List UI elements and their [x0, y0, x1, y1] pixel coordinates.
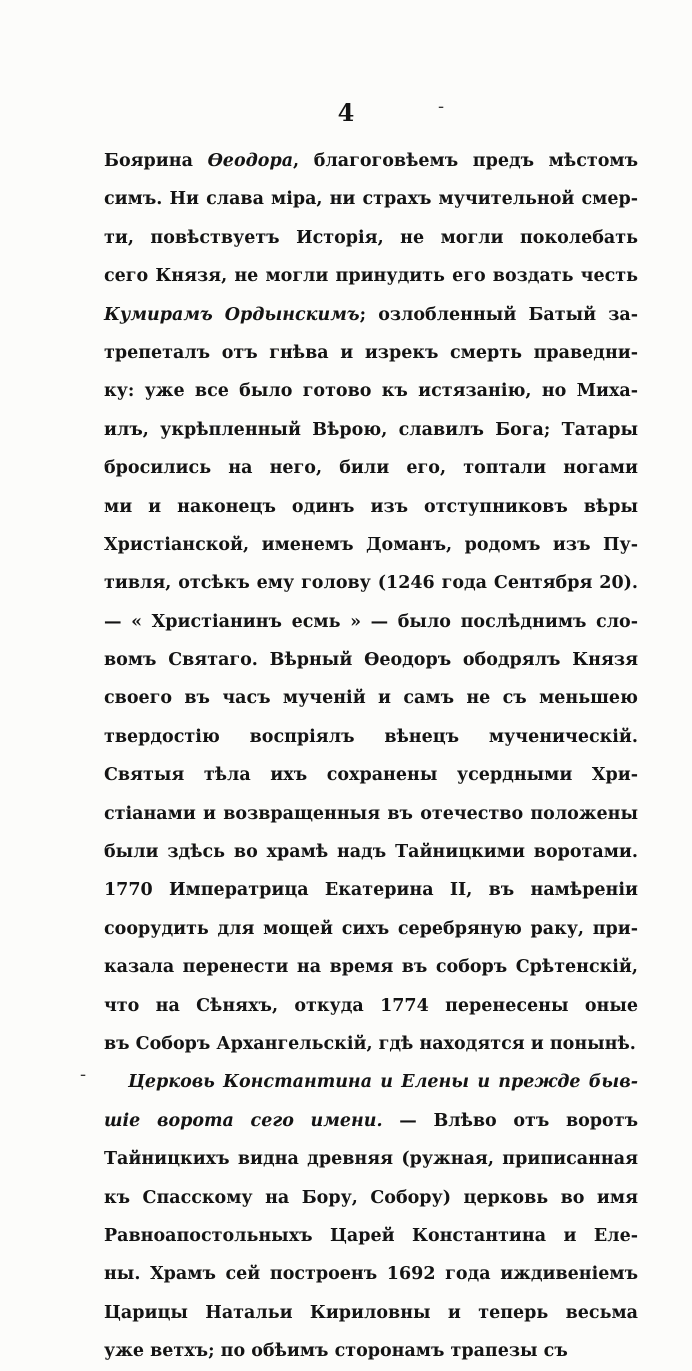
text-line — [104, 334, 638, 372]
line-text: Равноапостольныхъ Царей Константина и Еле- — [104, 1225, 638, 1246]
text-line — [104, 948, 638, 986]
line-text: ти, повѣствуетъ Исторія, не могли поколебать — [104, 227, 638, 248]
line-text: ми и наконецъ одинъ изъ отступниковъ вѣры — [104, 496, 638, 517]
page-number: 4 — [337, 98, 355, 127]
line-text: въ Соборъ Архангельскій, гдѣ находятся и понынѣ. — [104, 1033, 636, 1054]
text-line — [104, 1063, 638, 1101]
text-line — [104, 1025, 638, 1063]
text-line — [104, 756, 638, 794]
line-text: Боярина — [104, 151, 208, 171]
line-text: , благоговѣемъ предъ мѣстомъ — [293, 151, 638, 171]
line-text: ; озлобленный Батый за- — [359, 304, 638, 325]
text-line — [104, 1140, 638, 1178]
line-text: твердостію воспріялъ вѣнецъ мученическій. — [104, 726, 638, 747]
text-line — [104, 1179, 638, 1217]
text-line — [104, 296, 638, 334]
line-text: соорудить для мощей сихъ серебряную раку, при- — [104, 918, 638, 939]
line-text: симъ. Ни слава міра, ни страхъ мучительной смер- — [104, 189, 638, 210]
stray-mark: - — [438, 96, 445, 117]
text-line — [104, 564, 638, 602]
line-text: были здѣсь во храмѣ надъ Тайницкими воротами. — [104, 842, 638, 863]
text-line — [104, 603, 638, 641]
line-text: Тайницкихъ видна древняя (ружная, приписанная — [104, 1149, 638, 1170]
line-text: бросились на него, били его, топтали ногами — [104, 458, 638, 479]
text-line — [104, 526, 638, 564]
italic-text: Кумирамъ Ордынскимъ — [104, 304, 360, 325]
text-line — [104, 679, 638, 717]
line-text: Царицы Натальи Кириловны и теперь весьма — [104, 1302, 638, 1323]
line-text: Христіанской, именемъ Доманъ, родомъ изъ Пу- — [104, 534, 638, 555]
stray-mark: - — [80, 1064, 87, 1085]
line-text: уже ветхъ; по обѣимъ сторонамъ трапезы съ — [104, 1341, 568, 1362]
text-line — [104, 871, 638, 909]
text-line — [104, 795, 638, 833]
italic-text: Ѳеодора — [207, 151, 294, 171]
line-text: вомъ Святаго. Вѣрный Ѳеодоръ ободрялъ Князя — [104, 650, 638, 671]
text-line — [104, 488, 638, 526]
text-line — [104, 910, 638, 948]
text-line — [104, 180, 638, 218]
text-line — [104, 1217, 638, 1255]
text-line — [104, 718, 638, 756]
text-line — [104, 1332, 638, 1370]
text-line — [104, 833, 638, 871]
line-text: сего Князя, не могли принудить его воздать честь — [104, 266, 638, 287]
line-text: — « Христіанинъ есмь » — было послѣднимъ сло- — [104, 611, 638, 632]
line-text: Святыя тѣла ихъ сохранены усердными Хри- — [104, 765, 638, 786]
line-text: къ Спасскому на Бору, Собору) церковь во имя — [104, 1187, 638, 1208]
line-text: стіанами и возвращенныя въ отечество положены — [104, 803, 638, 824]
text-line — [104, 257, 638, 295]
text-line — [104, 219, 638, 257]
text-line — [104, 987, 638, 1025]
line-text: трепеталъ отъ гнѣва и изрекъ смерть праведни- — [104, 342, 638, 363]
text-line — [104, 641, 638, 679]
line-text: ку: уже все было готово къ истязанію, но Миха- — [104, 381, 638, 402]
line-text: 1770 Императрица Екатерина II, въ намѣреніи — [104, 880, 638, 901]
text-line — [104, 372, 638, 410]
text-line — [104, 142, 638, 180]
line-text: что на Сѣняхъ, откуда 1774 перенесены оные — [104, 995, 638, 1016]
text-line — [104, 411, 638, 449]
italic-text: шіе ворота сего имени. — [104, 1110, 383, 1131]
text-line — [104, 1294, 638, 1332]
line-text: илъ, укрѣпленный Вѣрою, славилъ Бога; Татары — [104, 419, 638, 440]
text-line — [104, 1102, 638, 1140]
body-text — [104, 142, 638, 1371]
line-text: — Влѣво отъ воротъ — [382, 1110, 638, 1131]
text-line — [104, 449, 638, 487]
italic-text: Церковь Константина и Елены и прежде быв- — [128, 1072, 638, 1093]
line-text: тивля, отсѣкъ ему голову (1246 года Сентября 20). — [104, 573, 638, 594]
line-text: своего въ часъ мученій и самъ не съ меньшею — [104, 688, 638, 709]
line-text: ны. Храмъ сей построенъ 1692 года иждивеніемъ — [104, 1264, 638, 1285]
line-text: казала перенести на время въ соборъ Срѣтенскій, — [104, 957, 638, 978]
text-line — [104, 1255, 638, 1293]
